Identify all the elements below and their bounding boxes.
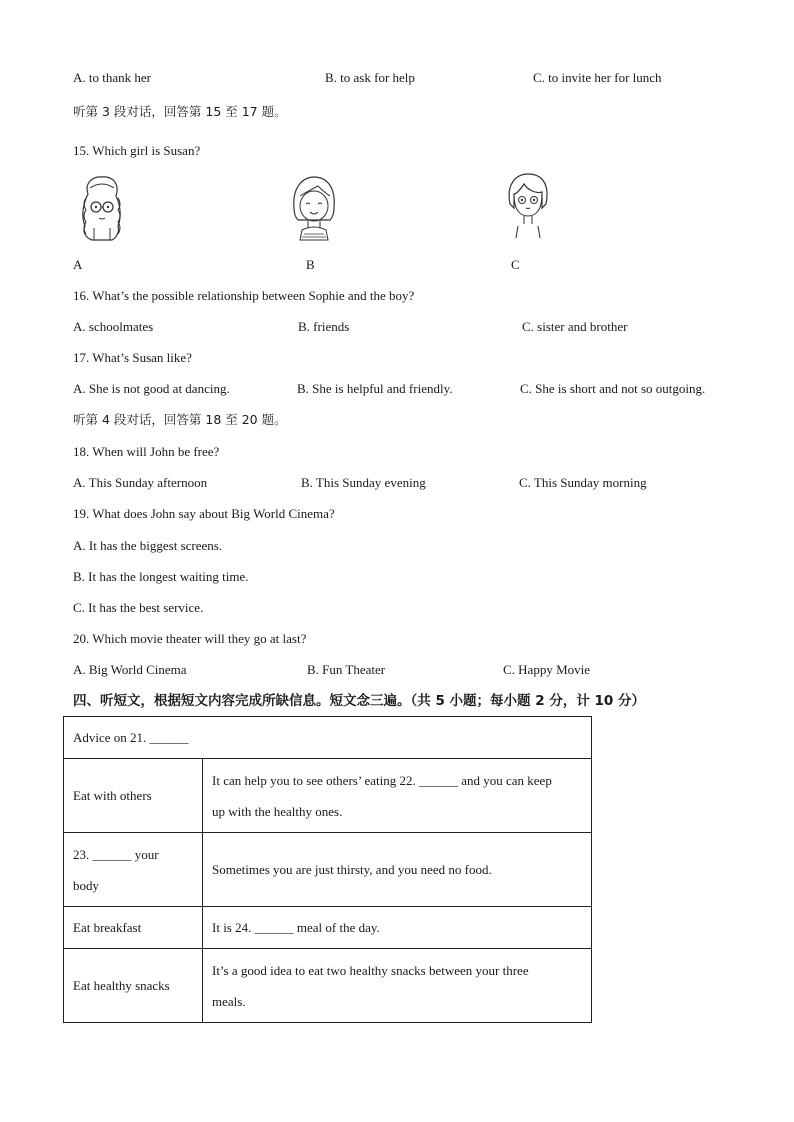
row-2-label-line-2: body: [73, 877, 99, 893]
section4-instruction: 听第 4 段对话，回答第 18 至 20 题。: [73, 412, 287, 427]
q20-option-a: A. Big World Cinema: [73, 662, 187, 677]
row-1-line-1: It can help you to see others’ eating 22. ______ and you can keep: [212, 772, 552, 788]
q20-option-b: B. Fun Theater: [307, 662, 386, 677]
table-row: [64, 759, 592, 833]
row-3-label: Eat breakfast: [64, 907, 203, 949]
q19-option-b: B. It has the longest waiting time.: [73, 569, 249, 584]
q15-label-b: B: [306, 257, 315, 272]
q18-option-b: B. This Sunday evening: [301, 475, 426, 490]
table-row: [64, 833, 592, 907]
q15-label-c: C: [511, 257, 520, 272]
row-1-content: [203, 759, 592, 833]
q17-option-c: C. She is short and not so outgoing.: [520, 381, 706, 396]
girl-b-picture: [288, 174, 340, 242]
q17-option-a: A. She is not good at dancing.: [73, 381, 230, 396]
q19-option-a: A. It has the biggest screens.: [73, 538, 223, 553]
q14-option-a: A. to thank her: [73, 70, 151, 85]
q15-question: 15. Which girl is Susan?: [73, 143, 201, 158]
row-2-label: [64, 833, 203, 907]
q19-option-c: C. It has the best service.: [73, 600, 204, 615]
row-4-line-2: meals.: [212, 993, 246, 1009]
q16-option-a: A. schoolmates: [73, 319, 154, 334]
girl-c-picture: [502, 170, 554, 240]
q18-question: 18. When will John be free?: [73, 444, 220, 459]
part4-heading: 四、听短文，根据短文内容完成所缺信息。短文念三遍。（共 5 小题；每小题 2 分，计 10 分）: [73, 693, 646, 709]
row-4-content: [203, 949, 592, 1023]
row-4-label: Eat healthy snacks: [64, 949, 203, 1023]
q17-question: 17. What’s Susan like?: [73, 350, 192, 365]
q19-question: 19. What does John say about Big World Cinema?: [73, 506, 335, 521]
section3-instruction: 听第 3 段对话，回答第 15 至 17 题。: [73, 104, 287, 119]
row-2-label-line-1: 23. ______ your: [73, 846, 159, 862]
q20-question: 20. Which movie theater will they go at last?: [73, 631, 307, 646]
row-1-label: Eat with others: [64, 759, 203, 833]
q14-option-c: C. to invite her for lunch: [533, 70, 662, 85]
q16-option-b: B. friends: [298, 319, 350, 334]
table-row: [64, 907, 592, 949]
row-3-content: It is 24. ______ meal of the day.: [203, 907, 592, 949]
row-1-line-2: up with the healthy ones.: [212, 803, 343, 819]
q18-option-a: A. This Sunday afternoon: [73, 475, 208, 490]
q20-option-c: C. Happy Movie: [503, 662, 591, 677]
q14-option-b: B. to ask for help: [325, 70, 415, 85]
table-title: Advice on 21. ______: [64, 717, 592, 759]
table-row: [64, 949, 592, 1023]
q15-label-a: A: [73, 257, 83, 272]
q16-option-c: C. sister and brother: [522, 319, 628, 334]
girl-a-picture: [76, 174, 128, 242]
q16-question: 16. What’s the possible relationship between Sophie and the boy?: [73, 288, 415, 303]
q17-option-b: B. She is helpful and friendly.: [297, 381, 453, 396]
advice-table: [63, 716, 592, 1023]
q18-option-c: C. This Sunday morning: [519, 475, 647, 490]
row-4-line-1: It’s a good idea to eat two healthy snacks between your three: [212, 962, 529, 978]
row-2-content: Sometimes you are just thirsty, and you need no food.: [203, 833, 592, 907]
